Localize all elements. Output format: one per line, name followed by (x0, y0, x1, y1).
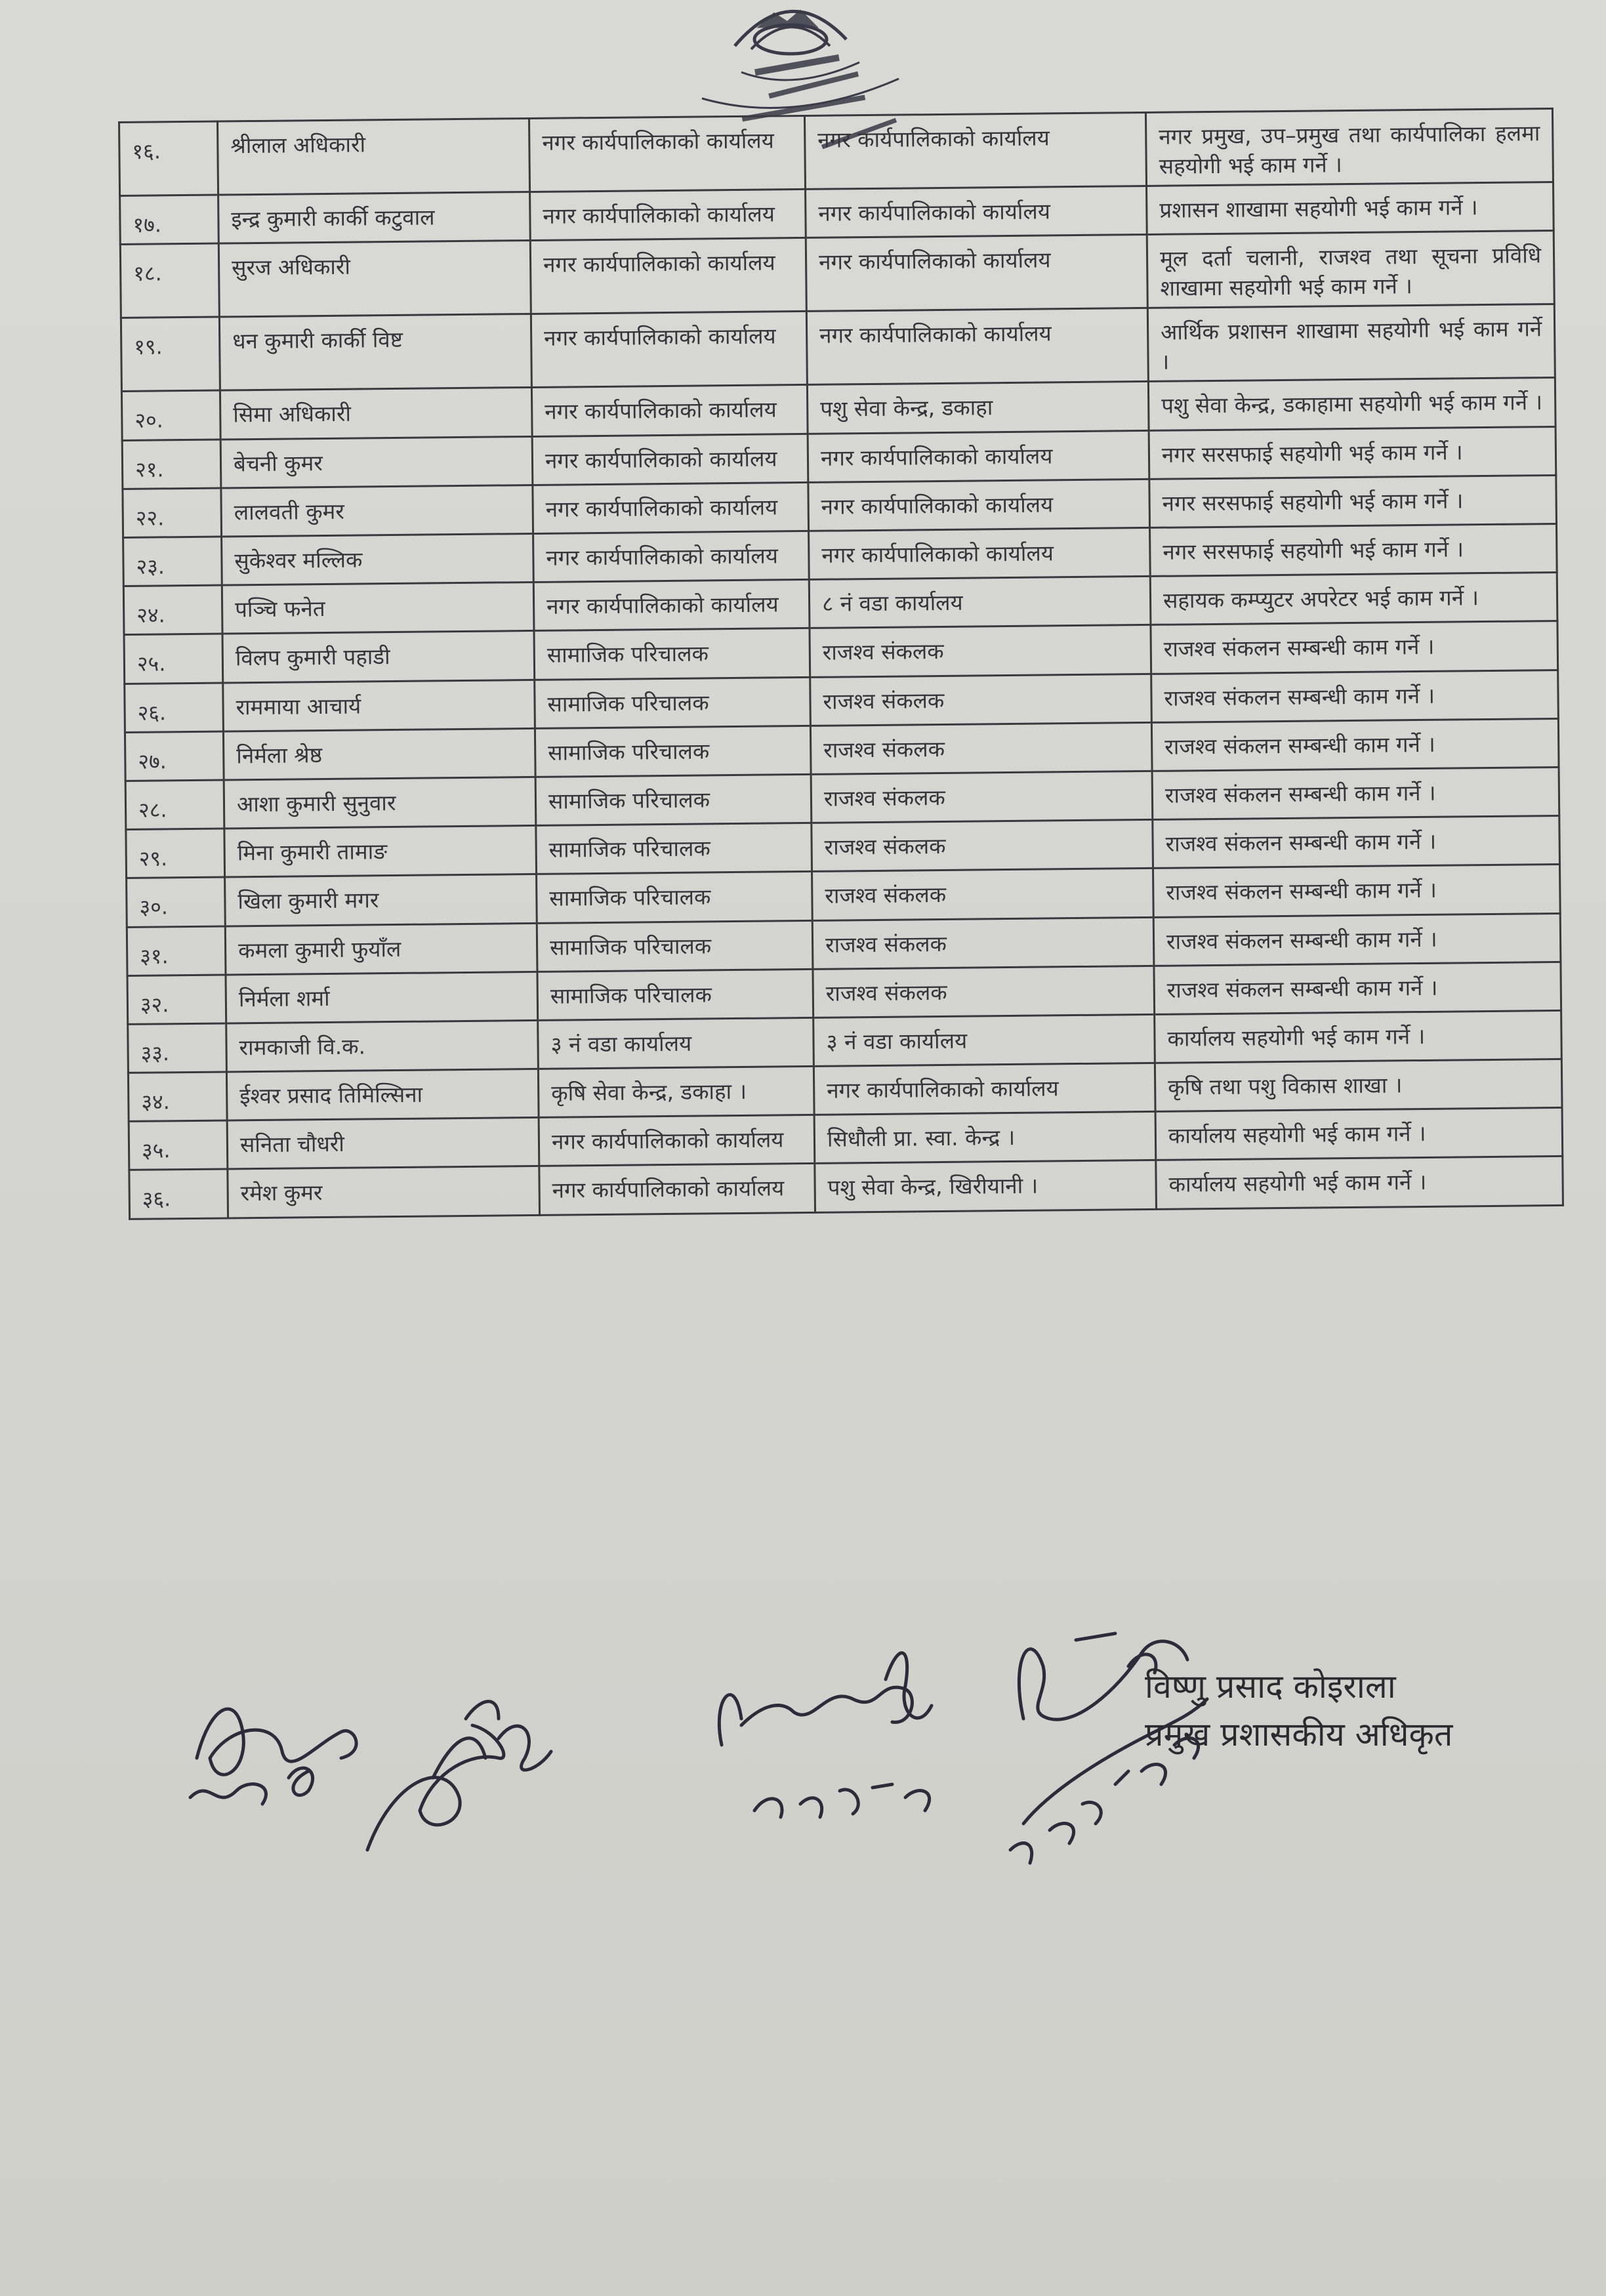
assigned-office: ८ नं वडा कार्यालय (809, 577, 1151, 628)
signature-2 (367, 1702, 551, 1850)
row-serial-number: ३६. (129, 1169, 228, 1219)
assigned-duty: कृषि तथा पशु विकास शाखा । (1155, 1059, 1562, 1112)
assigned-office: नगर कार्यपालिकाको कार्यालय (806, 308, 1148, 385)
employee-name: निर्मला श्रेष्ठ (223, 728, 535, 780)
assigned-office: नगर कार्यपालिकाको कार्यालय (808, 430, 1149, 482)
current-office: नगर कार्यपालिकाको कार्यालय (531, 312, 807, 388)
employee-name: मिना कुमारी तामाङ (224, 826, 537, 878)
assigned-office: राजश्व संकलक (813, 966, 1155, 1017)
table-row (121, 304, 1555, 392)
assigned-duty: कार्यालय सहयोगी भई काम गर्ने । (1156, 1157, 1563, 1209)
assigned-office: पशु सेवा केन्द्र, खिरीयानी । (815, 1160, 1157, 1212)
current-office: नगर कार्यपालिकाको कार्यालय (533, 580, 810, 631)
employee-name: लालवती कुमर (221, 485, 533, 537)
row-serial-number: २३. (123, 537, 222, 586)
employee-name: रमेश कुमर (228, 1166, 540, 1218)
row-serial-number: २२. (123, 488, 222, 538)
assigned-office: नगर कार्यपालिकाको कार्यालय (806, 235, 1147, 312)
current-office: सामाजिक परिचालक (535, 726, 811, 777)
assigned-office: राजश्व संकलक (811, 771, 1153, 823)
row-serial-number: १७. (120, 195, 219, 245)
row-serial-number: ३४. (128, 1072, 227, 1122)
row-serial-number: १८. (120, 243, 219, 318)
employee-name: बेचनी कुमर (220, 436, 533, 488)
assigned-office: राजश्व संकलक (810, 722, 1152, 774)
signature-1 (190, 1709, 356, 1804)
employee-name: सुरज अधिकारी (218, 241, 531, 318)
row-serial-number: ३१. (127, 926, 226, 976)
current-office: नगर कार्यपालिकाको कार्यालय (530, 238, 806, 314)
assigned-office: नगर कार्यपालिकाको कार्यालय (808, 479, 1150, 531)
current-office: नगर कार्यपालिकाको कार्यालय (532, 434, 808, 485)
assigned-duty: प्रशासन शाखामा सहयोगी भई काम गर्ने । (1147, 182, 1554, 235)
assigned-duty: राजश्व संकलन सम्बन्धी काम गर्ने । (1153, 865, 1561, 917)
officer-name: विष्णु प्रसाद कोइराला (1145, 1668, 1396, 1706)
current-office: नगर कार्यपालिकाको कार्यालय (533, 531, 810, 582)
current-office: सामाजिक परिचालक (537, 920, 813, 972)
row-serial-number: २६. (125, 683, 224, 733)
assigned-office: राजश्व संकलक (810, 674, 1152, 726)
employee-name: रामकाजी वि.क. (226, 1020, 539, 1072)
row-serial-number: १९. (121, 317, 220, 392)
assigned-duty: राजश्व संकलन सम्बन्धी काम गर्ने । (1151, 621, 1558, 674)
employee-name: सनिता चौधरी (227, 1118, 539, 1170)
current-office: कृषि सेवा केन्द्र, डकाहा । (538, 1066, 814, 1117)
row-serial-number: ३३. (128, 1023, 227, 1073)
current-office: सामाजिक परिचालक (535, 774, 812, 825)
current-office: नगर कार्यपालिकाको कार्यालय (530, 190, 806, 241)
current-office: सामाजिक परिचालक (536, 823, 812, 874)
current-office: सामाजिक परिचालक (537, 969, 813, 1020)
employee-name: इन्द्र कुमारी कार्की कटुवाल (218, 192, 531, 244)
assigned-office: नगर कार्यपालिकाको कार्यालय (806, 186, 1147, 238)
handwritten-signatures (0, 1561, 1606, 1955)
row-serial-number: २७. (125, 731, 224, 781)
assigned-office: राजश्व संकलक (810, 625, 1151, 677)
assigned-office: राजश्व संकलक (812, 917, 1154, 969)
row-serial-number: १६. (119, 121, 218, 196)
employee-name: निर्मला शर्मा (226, 972, 538, 1023)
employee-name: श्रीलाल अधिकारी (218, 118, 530, 195)
assigned-duty: कार्यालय सहयोगी भई काम गर्ने । (1155, 1010, 1562, 1063)
employee-name: राममाया आचार्य (223, 680, 535, 731)
officer-title: प्रमुख प्रशासकीय अधिकृत (1145, 1715, 1453, 1753)
assigned-duty: कार्यालय सहयोगी भई काम गर्ने । (1155, 1108, 1563, 1160)
current-office: नगर कार्यपालिकाको कार्यालय (539, 1164, 815, 1215)
assigned-duty: नगर प्रमुख, उप–प्रमुख तथा कार्यपालिका हलमा सहयोगी भई काम गर्ने । (1145, 109, 1553, 186)
assigned-duty: राजश्व संकलन सम्बन्धी काम गर्ने । (1151, 718, 1559, 771)
assigned-duty: नगर सरसफाई सहयोगी भई काम गर्ने । (1150, 524, 1557, 577)
table-row (120, 231, 1554, 318)
assigned-duty: राजश्व संकलन सम्बन्धी काम गर्ने । (1154, 962, 1561, 1014)
current-office: नगर कार्यपालिकाको कार्यालय (533, 482, 809, 533)
row-serial-number: ३२. (127, 975, 226, 1025)
assigned-duty: मूल दर्ता चलानी, राजश्व तथा सूचना प्रविधि शाखामा सहयोगी भई काम गर्ने । (1147, 231, 1554, 308)
assigned-duty: आर्थिक प्रशासन शाखामा सहयोगी भई काम गर्ने । (1147, 304, 1555, 382)
employee-name: आशा कुमारी सुनुवार (224, 777, 536, 829)
assigned-duty: राजश्व संकलन सम्बन्धी काम गर्ने । (1153, 913, 1561, 966)
assigned-office: नगर कार्यपालिकाको कार्यालय (813, 1063, 1155, 1115)
current-office: सामाजिक परिचालक (537, 872, 813, 923)
employee-name: खिला कुमारी मगर (225, 874, 537, 926)
current-office: नगर कार्यपालिकाको कार्यालय (531, 385, 808, 436)
row-serial-number: २९. (126, 829, 225, 878)
row-serial-number: २५. (124, 634, 223, 684)
row-serial-number: ३५. (129, 1120, 228, 1170)
row-serial-number: ३०. (127, 877, 226, 927)
table-row (119, 109, 1554, 196)
employee-name: पञ्चि फनेत (222, 583, 534, 634)
current-office: सामाजिक परिचालक (534, 628, 810, 680)
row-serial-number: २०. (121, 390, 220, 440)
assigned-office: राजश्व संकलक (812, 869, 1154, 920)
current-office: ३ नं वडा कार्यालय (538, 1017, 814, 1069)
assigned-office: सिधौली प्रा. स्वा. केन्द्र । (814, 1112, 1156, 1164)
assigned-duty: नगर सरसफाई सहयोगी भई काम गर्ने । (1149, 475, 1557, 527)
current-office: सामाजिक परिचालक (535, 677, 811, 728)
employee-name: कमला कुमारी फुयाँल (225, 923, 537, 975)
assigned-office: पशु सेवा केन्द्र, डकाहा (807, 382, 1149, 434)
assigned-office: राजश्व संकलक (812, 820, 1153, 872)
employee-name: सिमा अधिकारी (220, 388, 532, 440)
assigned-duty: नगर सरसफाई सहयोगी भई काम गर्ने । (1149, 426, 1556, 479)
assigned-duty: राजश्व संकलन सम्बन्धी काम गर्ने । (1153, 816, 1560, 869)
current-office: नगर कार्यपालिकाको कार्यालय (539, 1115, 815, 1166)
assigned-office: नगर कार्यपालिकाको कार्यालय (809, 527, 1151, 579)
assigned-office: ३ नं वडा कार्यालय (813, 1014, 1155, 1066)
employee-name: विलप कुमारी पहाडी (222, 631, 535, 683)
signature-3 (719, 1653, 932, 1817)
assigned-duty: राजश्व संकलन सम्बन्धी काम गर्ने । (1152, 767, 1559, 819)
row-serial-number: २४. (123, 585, 222, 635)
row-serial-number: २८. (125, 780, 224, 830)
officer-block (1145, 1663, 1571, 1758)
assigned-duty: सहायक कम्प्युटर अपरेटर भई काम गर्ने । (1150, 573, 1557, 625)
assigned-duty: राजश्व संकलन सम्बन्धी काम गर्ने । (1151, 670, 1559, 722)
employee-name: सुकेश्वर मल्लिक (222, 533, 534, 585)
assigned-duty: पशु सेवा केन्द्र, डकाहामा सहयोगी भई काम गर्ने । (1148, 378, 1555, 430)
current-office: नगर कार्यपालिकाको कार्यालय (529, 115, 805, 192)
employee-name: धन कुमारी कार्की विष्ट (219, 314, 531, 391)
employee-name: ईश्वर प्रसाद तिमिल्सिना (226, 1069, 539, 1121)
assigned-office: नगर कार्यपालिकाको कार्यालय (804, 112, 1146, 189)
row-serial-number: २१. (122, 440, 221, 489)
employee-assignment-table (118, 108, 1564, 1220)
